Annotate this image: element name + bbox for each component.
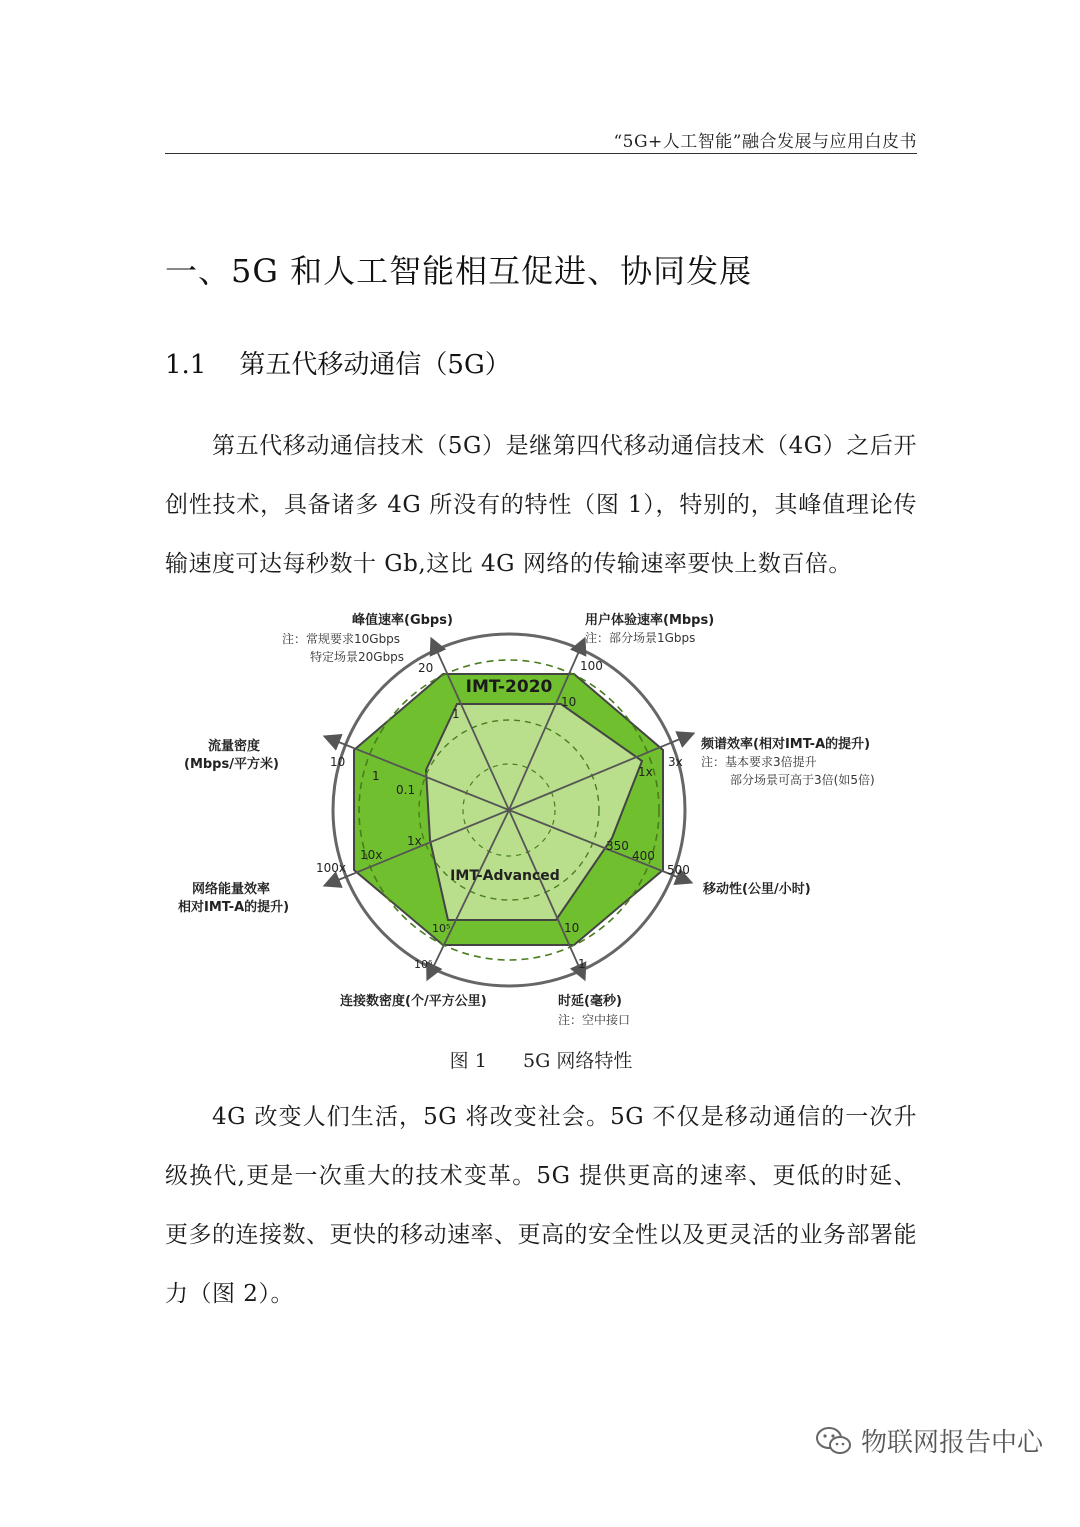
axis-title-spectral: 频谱效率(相对IMT-A的提升) [701,737,871,752]
axis-title-mobility: 移动性(公里/小时) [703,882,811,897]
section-heading: 一、5G 和人工智能相互促进、协同发展 [165,252,753,290]
axis-tick-spectral-inner: 1x [638,765,653,779]
watermark-text: 物联网报告中心 [861,1428,1044,1458]
running-header: “5G+人工智能”融合发展与应用白皮书 [613,132,917,152]
axis-tick-mobility-outer: 500 [667,863,690,877]
axis-note-spectral-2: 部分场景可高于3倍(如5倍) [730,773,875,787]
axis-tick-traffic-mid: 1 [372,769,380,783]
axis-title-user-rate: 用户体验速率(Mbps) [585,613,715,628]
paragraph-2: 4G 改变人们生活，5G 将改变社会。5G 不仅是移动通信的一次升级换代,更是一次重大的技术变革。5G 提供更高的速率、更低的时延、更多的连接数、更快的移动速率、更高的安全性以及更灵活的业务部署能力（图 2）。 [165,1104,917,1307]
axis-tick-energy-inner: 1x [407,834,422,848]
axis-tick-mobility-mid: 400 [632,849,655,863]
axis-note-peak-rate-2: 特定场景20Gbps [310,650,405,664]
axis-title-energy: 网络能量效率 [192,882,271,897]
axis-note-peak-rate-1: 注：常规要求10Gbps [282,632,401,646]
axis-tick-peak-inner: 1 [452,707,460,721]
axis-tick-mobility-inner: 350 [606,839,629,853]
axis-tick-traffic-inner: 0.1 [396,783,416,797]
axis-title-connections: 连接数密度(个/平方公里) [340,994,487,1009]
axis-title-peak-rate: 峰值速率(Gbps) [352,613,453,628]
axis-tick-connections-outer: 10⁶ [414,958,433,971]
axis-tick-energy-outer: 100x [316,861,347,875]
imt2020-label: IMT-2020 [465,677,553,697]
axis-tick-latency-inner: 10 [564,921,580,935]
paragraph-1: 第五代移动通信技术（5G）是继第四代移动通信技术（4G）之后开创性技术，具备诸多 4G 所没有的特性（图 1），特别的，其峰值理论传输速度可达每秒数十 Gb,这比 4G 网络的传输速率要快上数百倍。 [165,433,917,577]
axis-tick-connections-inner: 10⁵ [432,922,451,935]
axis-tick-user-outer: 100 [580,659,603,673]
axis-tick-traffic-outer: 10 [330,755,346,769]
radar-diagram [160,600,920,1040]
axis-note-spectral-1: 注：基本要求3倍提升 [701,755,817,769]
axis-tick-peak-outer: 20 [418,661,434,675]
axis-title-traffic: 流量密度 [208,739,261,754]
imt-advanced-label: IMT-Advanced [450,868,560,884]
axis-tick-energy-mid: 10x [360,848,383,862]
header-rule [165,153,917,154]
axis-title-latency: 时延(毫秒) [558,994,622,1009]
watermark [815,1422,1043,1459]
wechat-icon [815,1426,853,1456]
axis-note-energy: 相对IMT-A的提升) [178,900,290,915]
axis-note-traffic: (Mbps/平方米) [184,757,279,772]
axis-note-user-rate: 注：部分场景1Gbps [585,631,696,645]
figure-caption: 图 1 5G 网络特性 [449,1050,633,1072]
axis-tick-latency-outer: 1 [578,957,586,971]
axis-note-latency: 注：空中接口 [558,1013,631,1027]
subsection-heading: 1.1 第五代移动通信（5G） [165,350,511,380]
axis-tick-user-inner: 10 [561,695,577,709]
axis-tick-spectral-outer: 3x [668,755,683,769]
figure-5g-radar [160,600,920,1040]
